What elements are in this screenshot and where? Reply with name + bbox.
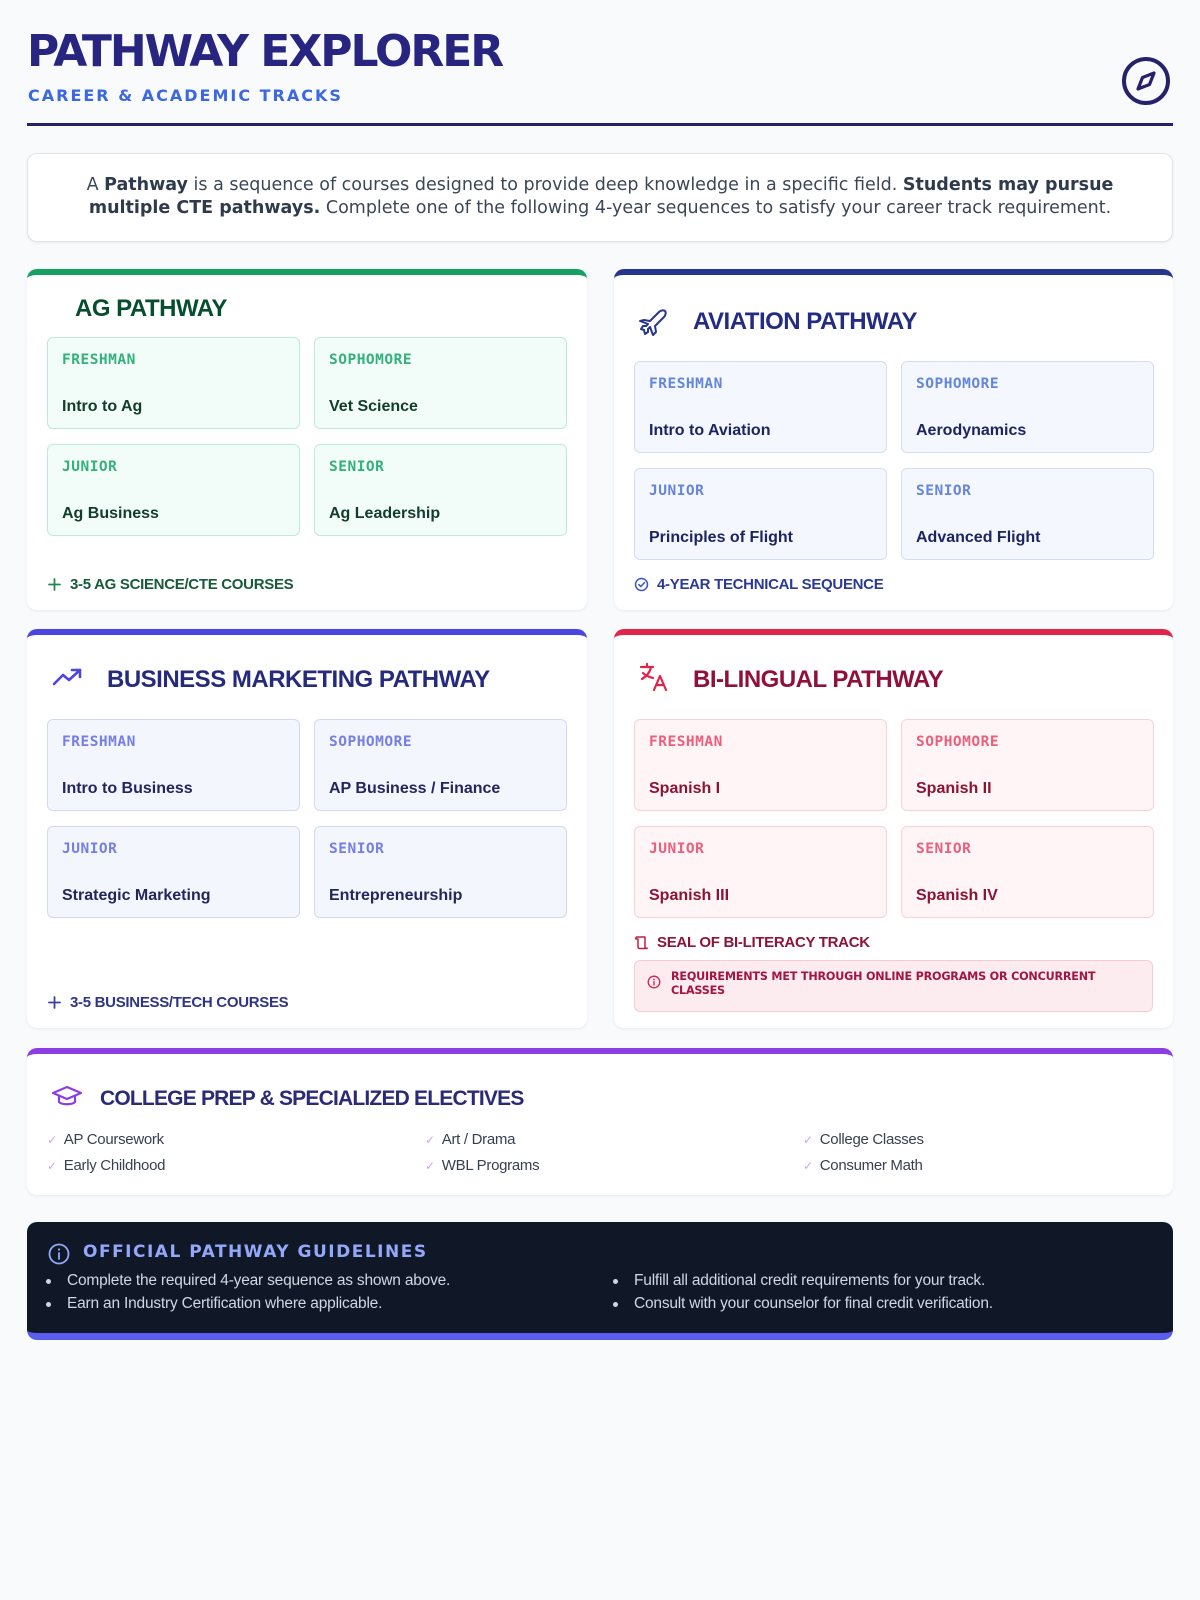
bilingual-senior-box [901, 826, 1154, 918]
ag-pathway-card [27, 269, 587, 610]
course-name: Principles of Flight [649, 529, 794, 546]
course-name: Spanish IV [916, 887, 998, 904]
course-name: Aerodynamics [916, 422, 1027, 439]
ag-junior-box [47, 444, 300, 536]
business-marketing-pathway-card [27, 629, 587, 1028]
course-name: Intro to Aviation [649, 422, 771, 439]
intro-panel [27, 153, 1173, 242]
compass-icon [1121, 56, 1171, 106]
elective-label: AP Coursework [63, 1131, 164, 1148]
bilingual-note [634, 934, 870, 951]
scroll-icon [634, 935, 649, 950]
ag-pathway-title: AG PATHWAY [75, 295, 227, 322]
intro-text-2: is a sequence of courses designed to provide deep knowledge in a specific field. [187, 175, 903, 195]
page-title: PATHWAY EXPLORER [27, 26, 503, 77]
bilingual-pathway-card [614, 629, 1173, 1028]
ag-senior-box [314, 444, 567, 536]
course-name: Intro to Business [62, 780, 193, 797]
course-name: Intro to Ag [62, 398, 143, 415]
year-label: SENIOR [329, 841, 385, 857]
business-note-text: 3-5 BUSINESS/TECH COURSES [70, 994, 289, 1011]
aviation-note-text: 4-YEAR TECHNICAL SEQUENCE [657, 576, 884, 593]
business-senior-box [314, 826, 567, 918]
bilingual-requirements-notice [634, 960, 1153, 1012]
page [27, 0, 1173, 1312]
elective-item [425, 1131, 515, 1148]
year-label: SOPHOMORE [916, 376, 1000, 392]
business-sophomore-box [314, 719, 567, 811]
elective-item [47, 1131, 164, 1148]
year-label: SENIOR [916, 483, 972, 499]
course-name: Spanish I [649, 780, 721, 797]
ag-freshman-box [47, 337, 300, 429]
course-name: Ag Business [62, 505, 159, 522]
year-label: FRESHMAN [62, 734, 136, 750]
airplane-icon [638, 305, 670, 337]
bilingual-freshman-box [634, 719, 887, 811]
business-freshman-box [47, 719, 300, 811]
check-icon: ✓ [803, 1132, 813, 1147]
business-pathway-title: BUSINESS MARKETING PATHWAY [107, 666, 490, 693]
aviation-freshman-box [634, 361, 887, 453]
year-label: SOPHOMORE [916, 734, 1000, 750]
intro-pathway-term: Pathway [104, 175, 188, 195]
year-label: FRESHMAN [649, 376, 723, 392]
check-icon: ✓ [803, 1158, 813, 1173]
check-icon: ✓ [425, 1132, 435, 1147]
guideline-item: Earn an Industry Certification where applicable. [67, 1295, 383, 1312]
elective-item [425, 1157, 539, 1174]
intro-text-3: Complete one of the following 4-year sequences to satisfy your career track requirement. [320, 198, 1112, 218]
check-icon: ✓ [47, 1158, 57, 1173]
year-label: JUNIOR [62, 841, 118, 857]
elective-label: College Classes [819, 1131, 924, 1148]
guidelines-title: OFFICIAL PATHWAY GUIDELINES [83, 1242, 428, 1262]
year-label: SOPHOMORE [329, 734, 413, 750]
translate-icon [638, 661, 670, 693]
aviation-pathway-title: AVIATION PATHWAY [693, 308, 918, 335]
aviation-sophomore-box [901, 361, 1154, 453]
guideline-item: Complete the required 4-year sequence as shown above. [67, 1272, 451, 1289]
year-label: SENIOR [916, 841, 972, 857]
bilingual-note-text: SEAL OF BI-LITERACY TRACK [657, 934, 870, 951]
plus-icon [47, 577, 62, 592]
guideline-item: Consult with your counselor for final credit verification. [634, 1295, 993, 1312]
info-icon [647, 975, 661, 989]
course-name: Spanish II [916, 780, 992, 797]
year-label: FRESHMAN [649, 734, 723, 750]
electives-title: COLLEGE PREP & SPECIALIZED ELECTIVES [100, 1087, 524, 1110]
bilingual-sophomore-box [901, 719, 1154, 811]
elective-label: Consumer Math [819, 1157, 923, 1174]
bilingual-junior-box [634, 826, 887, 918]
elective-item [803, 1157, 923, 1174]
elective-label: Art / Drama [441, 1131, 516, 1148]
course-name: Spanish III [649, 887, 730, 904]
electives-card [27, 1048, 1173, 1195]
trending-up-icon [51, 661, 83, 693]
page-subtitle: CAREER & ACADEMIC TRACKS [28, 86, 343, 105]
course-name: Vet Science [329, 398, 418, 415]
year-label: SENIOR [329, 459, 385, 475]
graduation-cap-icon [51, 1080, 83, 1112]
year-label: SOPHOMORE [329, 352, 413, 368]
aviation-pathway-card [614, 269, 1173, 610]
course-name: AP Business / Finance [329, 780, 501, 797]
aviation-senior-box [901, 468, 1154, 560]
ag-note-text: 3-5 AG SCIENCE/CTE COURSES [70, 576, 294, 593]
ag-sophomore-box [314, 337, 567, 429]
bilingual-notice-text: REQUIREMENTS MET THROUGH ONLINE PROGRAMS OR CONCURRENT CLASSES [671, 970, 1096, 997]
year-label: JUNIOR [649, 841, 705, 857]
intro-bold-text: Students may pursue multiple CTE pathways. [88, 175, 1114, 218]
elective-label: WBL Programs [441, 1157, 540, 1174]
course-name: Advanced Flight [916, 529, 1041, 546]
business-note [47, 994, 288, 1011]
check-icon: ✓ [47, 1132, 57, 1147]
check-circle-icon [634, 577, 649, 592]
info-icon [47, 1242, 71, 1266]
year-label: FRESHMAN [62, 352, 136, 368]
year-label: JUNIOR [649, 483, 705, 499]
bilingual-pathway-title: BI-LINGUAL PATHWAY [693, 666, 944, 693]
guidelines-panel [27, 1222, 1173, 1340]
elective-item [803, 1131, 924, 1148]
course-name: Ag Leadership [329, 505, 441, 522]
check-icon: ✓ [425, 1158, 435, 1173]
business-junior-box [47, 826, 300, 918]
aviation-junior-box [634, 468, 887, 560]
plus-icon [47, 995, 62, 1010]
page-header [27, 0, 1173, 126]
elective-item [47, 1157, 165, 1174]
elective-label: Early Childhood [63, 1157, 166, 1174]
intro-text-1: A [86, 175, 105, 195]
course-name: Strategic Marketing [62, 887, 211, 904]
course-name: Entrepreneurship [329, 887, 463, 904]
year-label: JUNIOR [62, 459, 118, 475]
aviation-note [634, 576, 883, 593]
guideline-item: Fulfill all additional credit requirements for your track. [634, 1272, 986, 1289]
ag-note [47, 576, 293, 593]
